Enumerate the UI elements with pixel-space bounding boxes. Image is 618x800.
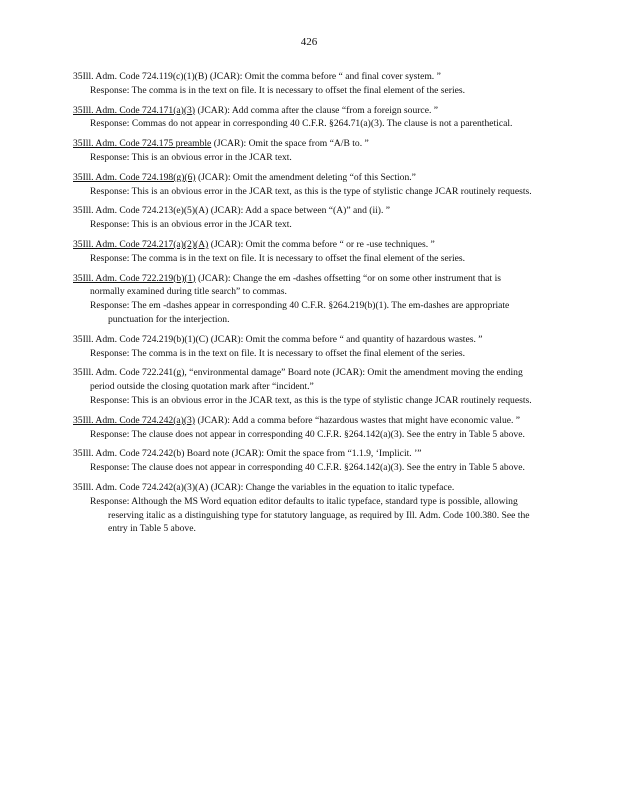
code-citation: 35Ill. Adm. Code 724.242(a)(3)(A)	[73, 481, 209, 493]
jcar-comment: (JCAR): Omit the space from “1.1.9, ‘Implicit. ’”	[229, 448, 422, 460]
comment-entry	[73, 204, 533, 232]
board-response: Response: This is an obvious error in the JCAR text, as this is the type of stylistic change JCAR routinely requests.	[90, 394, 532, 406]
code-citation: 35Ill. Adm. Code 724.213(e)(5)(A)	[73, 205, 209, 217]
board-response: Response: This is an obvious error in the JCAR text.	[90, 219, 292, 231]
board-response: Response: Commas do not appear in corresponding 40 C.F.R. §264.71(a)(3). The clause is not a parenthetical.	[90, 118, 513, 130]
entry-heading	[73, 447, 533, 461]
code-citation: 35Ill. Adm. Code 724.242(b) Board note	[73, 448, 230, 460]
comment-entry	[73, 70, 533, 98]
code-citation: 35Ill. Adm. Code 722.241(g), “environmental damage” Board note	[73, 367, 331, 379]
code-citation: 35Ill. Adm. Code 724.219(b)(1)(C)	[73, 333, 209, 345]
jcar-comment: (JCAR): Omit the amendment moving the ending period outside the closing quotation mark after “incident.”	[90, 367, 523, 393]
board-response: Response: The em -dashes appear in corresponding 40 C.F.R. §264.219(b)(1). The em-dashes are appropriate punctuation for the interjection.	[90, 300, 510, 325]
entry-heading	[73, 414, 533, 428]
jcar-comment: (JCAR): Change the variables in the equation to italic typeface.	[208, 481, 455, 493]
entry-heading	[73, 272, 533, 300]
code-citation: 35Ill. Adm. Code 724.217(a)(2)(A)	[73, 238, 209, 250]
jcar-comment: (JCAR): Omit the comma before “ and quantity of hazardous wastes. ”	[208, 333, 483, 345]
comment-entry	[73, 104, 533, 132]
board-response: Response: The comma is in the text on file. It is necessary to offset the final element of the series.	[90, 347, 466, 359]
code-citation: 35Ill. Adm. Code 722.219(b)(1)	[73, 272, 196, 284]
entry-heading	[73, 171, 533, 185]
board-response: Response: The clause does not appear in corresponding 40 C.F.R. §264.142(a)(3). See the entry in Table 5 above.	[90, 428, 525, 440]
entry-heading	[73, 104, 533, 118]
board-response: Response: The clause does not appear in corresponding 40 C.F.R. §264.142(a)(3). See the entry in Table 5 above.	[90, 462, 525, 474]
jcar-comment: (JCAR): Omit the comma before “ or re -use techniques. ”	[208, 238, 435, 250]
board-response: Response: This is an obvious error in the JCAR text, as this is the type of stylistic change JCAR routinely requests.	[90, 185, 532, 197]
jcar-comment: (JCAR): Add comma after the clause “from a foreign source. ”	[195, 104, 439, 116]
entry-heading	[73, 366, 533, 394]
jcar-comment: (JCAR): Omit the comma before “ and final cover system. ”	[207, 71, 441, 82]
entry-heading	[73, 137, 533, 151]
comment-entry	[73, 238, 533, 266]
jcar-comment: (JCAR): Add a comma before “hazardous wastes that might have economic value. ”	[195, 414, 521, 426]
comment-entry	[73, 333, 533, 361]
jcar-comment: (JCAR): Add a space between “(A)” and (ii). ”	[208, 205, 391, 217]
code-citation: 35Ill. Adm. Code 724.198(g)(6)	[73, 171, 196, 183]
code-citation: 35Ill. Adm. Code 724.175 preamble	[73, 138, 212, 150]
comment-entries	[73, 70, 533, 542]
code-citation: 35Ill. Adm. Code 724.171(a)(3)	[73, 104, 196, 116]
entry-heading	[73, 481, 533, 495]
entry-heading	[73, 333, 533, 347]
entry-heading	[73, 238, 533, 252]
board-response: Response: This is an obvious error in the JCAR text.	[90, 151, 292, 163]
page-number: 426	[300, 36, 318, 48]
comment-entry	[73, 137, 533, 165]
comment-entry	[73, 447, 533, 475]
board-response: Response: Although the MS Word equation editor defaults to italic typeface, standard type is possible, allowing reserving italic as a distinguishing type for statutory language, as required by Ill. Adm. Code 100.380. See the entry in Table 5 above.	[90, 495, 530, 535]
code-citation: 35Ill. Adm. Code 724.242(a)(3)	[73, 414, 196, 426]
board-response: Response: The comma is in the text on file. It is necessary to offset the final element of the series.	[90, 252, 466, 264]
entry-heading	[73, 204, 533, 218]
jcar-comment: (JCAR): Omit the space from “A/B to. ”	[211, 138, 369, 150]
code-citation: 35Ill. Adm. Code 724.119(c)(1)(B)	[73, 71, 208, 82]
comment-entry	[73, 366, 533, 407]
comment-entry	[73, 171, 533, 199]
jcar-comment: (JCAR): Omit the amendment deleting “of this Section.”	[195, 171, 416, 183]
comment-entry	[73, 272, 533, 327]
comment-entry	[73, 414, 533, 442]
entry-heading	[73, 70, 533, 84]
jcar-comment: (JCAR): Change the em -dashes offsetting “or on some other instrument that is normally examined during title search” to commas.	[90, 272, 502, 298]
comment-entry	[73, 481, 533, 536]
board-response: Response: The comma is in the text on file. It is necessary to offset the final element of the series.	[90, 84, 466, 96]
